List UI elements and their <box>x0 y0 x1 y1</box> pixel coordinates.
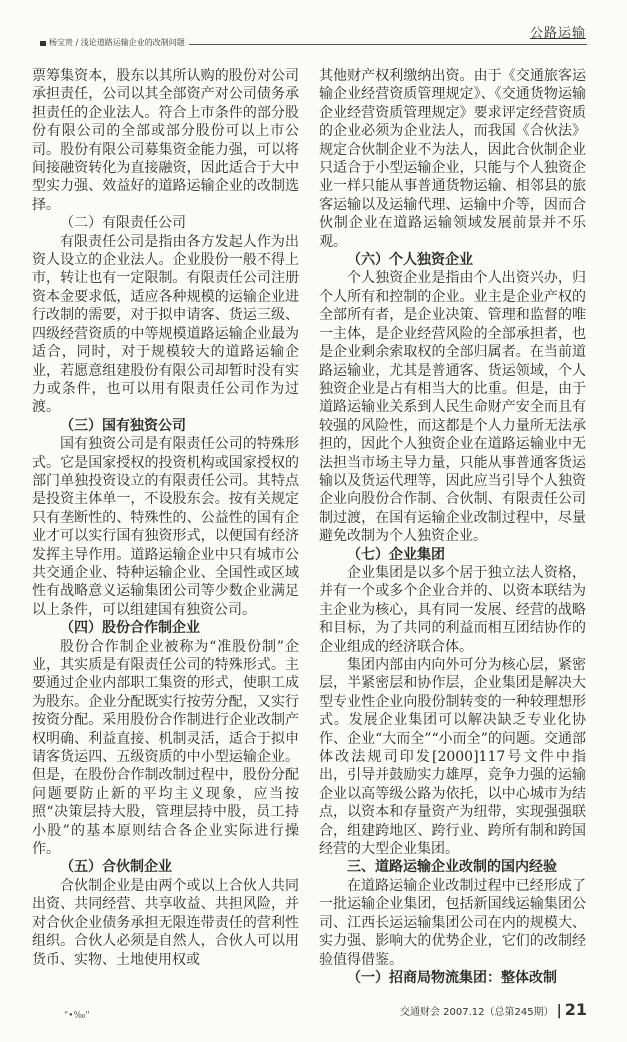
right-column <box>319 67 586 987</box>
running-title: 杨宝贵 / 浅论道路运输企业的改制问题 <box>49 38 185 47</box>
footer-separator: | <box>556 1003 562 1020</box>
paragraph: 集团内部由内向外可分为核心层，紧密层，半紧密层和协作层，企业集团是解决大型专业性企业向股份制转变的一种较理想形式。发展企业集团可以解决缺乏专业化协作、企业“大而全”“小而全”的问题。交通部体改法规司印发[2000]117号文件中指出，引导并鼓励实力雄厚，竞争力强的运输企业以高等级公路为依托，以中心城市为结点，以资本和存量资产为纽带，实现强强联合，组建跨地区、跨行业、跨所有制和跨国经营的大型企业集团。 <box>319 657 586 858</box>
section-label: 公路运输 <box>529 26 586 41</box>
paragraph: 国有独资公司是有限责任公司的特殊形式。它是国家授权的投资机构或国家授权的部门单独投资设立的有限责任公司。其特点是投资主体单一，不设股东会。按有关规定只有垄断性的、特殊性的、公益性的国有企业才可以实行国有独资形式，以便国有经济发挥主导作用。道路运输企业中只有城市公共交通企业、特种运输企业、全国性或区域性有战略意义运输集团公司等少数企业满足以上条件，可以组建国有独资公司。 <box>32 436 299 618</box>
subheading: （四）股份合作制企业 <box>60 620 200 637</box>
scan-mark: "•‰" <box>64 1011 90 1022</box>
subheading: （五）合伙制企业 <box>60 859 172 876</box>
left-column <box>32 67 299 969</box>
page-foot <box>0 987 627 1042</box>
paragraph: 合伙制企业是由两个或以上合伙人共同出资、共同经营、共享收益、共担风险，并对合伙企业债务承担无限连带责任的营利性组织。合伙人必须是自然人，合伙人可以用货币、实物、土地使用权或 <box>32 877 299 968</box>
header-marker-icon <box>40 41 46 46</box>
subheading: （三）国有独资公司 <box>60 417 186 434</box>
running-header <box>40 38 189 48</box>
paragraph: 企业集团是以多个居于独立法人资格，并有一个或多个企业合并的、以资本联结为主企业为核心，具有同一发展、经营的战略和目标，为了共同的利益而相互团结协作的企业组成的经济联合体。 <box>319 564 586 655</box>
paragraph: 个人独资企业是指由个人出资兴办，归个人所有和控制的企业。业主是企业产权的全部所有者，是企业决策、管理和监督的唯一主体，是企业经营风险的全部承担者，也是企业剩余索取权的全部归属者。在当前道路运输业，尤其是普通客、货运领域，个人独资企业是占有相当大的比重。但是，由于道路运输业关系到人民生命财产安全而且有较强的风险性，而这都是个人力量所无法承担的，因此个人独资企业在道路运输业中无法担当市场主导力量，只能从事普通客货运输以及货运代理等，因此应当引导个人独资企业向股份合作制、合伙制、有限责任公司制过渡，在国有运输企业改制过程中，尽量避免改制为个人独资企业。 <box>319 270 586 545</box>
body-columns <box>0 67 627 987</box>
page-number: 21 <box>564 1000 587 1020</box>
subheading: （七）企业集团 <box>347 546 445 563</box>
subheading: （一）招商局物流集团：整体改制 <box>347 969 557 986</box>
page-header <box>0 0 627 67</box>
paragraph: 其他财产权利缴纳出资。由于《交通旅客运输企业经营资质管理规定》、《交通货物运输企业经营资质管理规定》要求评定经营资质的企业必须为企业法人，而我国《合伙法》规定合伙制企业不为法人，因此合伙制企业只适合于小型运输企业，只能与个人独资企业一样只能从事普通货物运输、相邻县的旅客运输以及运输代理、运输中介等，因而合伙制企业在道路运输领域发展前景并不乐观。 <box>319 68 586 250</box>
paragraph: 有限责任公司是指由各方发起人作为出资人设立的企业法人。企业股份一般不得上市，转让也有一定限制。有限责任公司注册资本金要求低，适应各种规模的运输企业进行改制的需要，对于拟申请客、货运三级、四级经营资质的中等规模道路运输企业最为适合，同时，对于规模较大的道路运输企业，若愿意组建股份有限公司却暂时没有实力或条件，也可以用有限责任公司作为过渡。 <box>32 233 299 416</box>
page-footer <box>400 1001 587 1022</box>
subheading: （二）有限责任公司 <box>60 215 186 232</box>
subheading: （六）个人独资企业 <box>347 252 473 269</box>
paragraph: 在道路运输企业改制过程中已经形成了一批运输企业集团，包括新国线运输集团公司、江西长运运输集团公司在内的规模大、实力强、影响大的优势企业，它们的改制经验值得借鉴。 <box>319 877 586 968</box>
paragraph: 票筹集资本，股东以其所认购的股份对公司承担责任，公司以其全部资产对公司债务承担责任的企业法人。符合上市条件的部分股份有限公司的全部或部分股份可以上市公司。股份有限公司募集资金能力强，可以将间接融资转化为直接融资，因此适合于大中型实力强、效益好的道路运输企业的改制选择。 <box>32 68 299 213</box>
journal-issue: 交通财会 2007.12（总第245期） <box>399 1007 554 1019</box>
paragraph: 股份合作制企业被称为“准股份制”企业，其实质是有限责任公司的特殊形式。主要通过企业内部职工集资的形式，使职工成为股东。企业分配既实行按劳分配，又实行按资分配。采用股份合作制进行企业改制产权明确、利益直接、机制灵活，适合于拟申请客货运四、五级资质的中小型运输企业。但是，在股份合作制改制过程中，股份分配问题要防止新的平均主义现象，应当按照“决策层持大股，管理层持中股，员工持小股”的基本原则结合各企业实际进行操作。 <box>32 638 299 858</box>
header-rule <box>176 44 587 45</box>
section-heading: 三、道路运输企业改制的国内经验 <box>347 859 557 876</box>
